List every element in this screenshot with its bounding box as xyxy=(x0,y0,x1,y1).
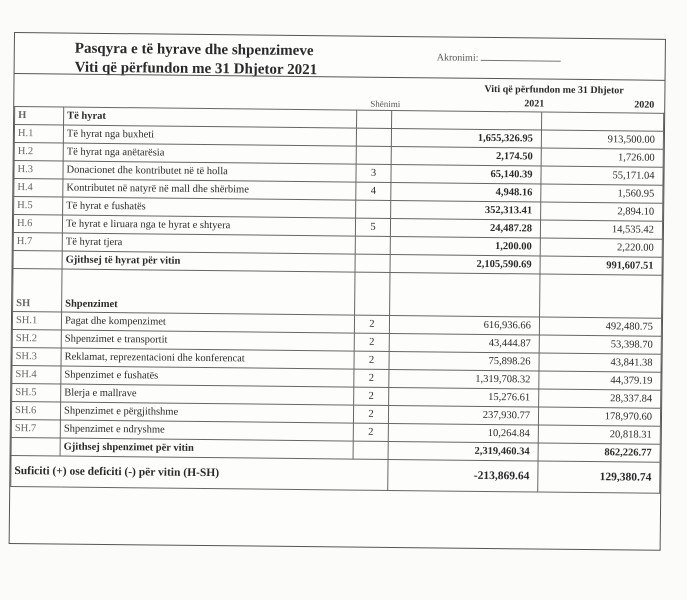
row-code: H.7 xyxy=(13,233,62,252)
row-code: SH.2 xyxy=(12,329,61,348)
row-value-2020: 913,500.00 xyxy=(541,130,663,149)
statement-table xyxy=(10,106,664,494)
row-description: Donacionet dhe kontributet në të holla xyxy=(63,161,356,182)
title-line-1: Pasqyra e të hyrave dhe shpenzimeve xyxy=(74,40,314,60)
surplus-deficit-row xyxy=(11,455,660,493)
row-note xyxy=(356,200,391,218)
row-value-2021: 1,200.00 xyxy=(390,236,540,256)
row-value-2021: 75,898.26 xyxy=(389,351,539,371)
row-note: 2 xyxy=(354,351,389,369)
row-value-2020: 1,560.95 xyxy=(541,184,663,203)
period-header: Viti që përfundon me 31 Dhjetor xyxy=(484,83,624,97)
total-2021: 2,319,460.34 xyxy=(388,441,538,461)
row-value-2020: 43,841.38 xyxy=(539,353,661,372)
acronym-field xyxy=(437,51,561,64)
surplus-2020: 129,380.74 xyxy=(538,461,660,493)
row-description: Shpenzimet e fushatës xyxy=(61,366,354,387)
row-value-2020: 2,894.10 xyxy=(541,202,663,221)
row-description: Të hyrat tjera xyxy=(62,233,355,254)
row-code: H.6 xyxy=(13,215,62,234)
row-description: Blerja e mallrave xyxy=(61,384,354,405)
year-prior-header: 2020 xyxy=(634,99,655,111)
row-note xyxy=(355,236,390,254)
row-value-2020: 14,535.42 xyxy=(540,220,662,239)
row-code: H.1 xyxy=(14,125,63,144)
row-note: 2 xyxy=(354,315,389,333)
title-line-2: Viti që përfundon me 31 Dhjetor 2021 xyxy=(74,59,318,79)
row-description: Të hyrat nga anëtarësia xyxy=(63,143,356,164)
row-value-2021: 352,313.41 xyxy=(391,200,541,220)
row-code: SH.4 xyxy=(12,365,61,384)
row-note: 2 xyxy=(353,423,388,441)
surplus-deficit-label: Suficiti (+) ose deficiti (-) për vitin (H-SH) xyxy=(11,455,388,490)
row-description: Shpenzimet e përgjithshme xyxy=(60,402,353,423)
row-description: Kontributet në natyrë në mall dhe shërbime xyxy=(63,179,356,200)
row-description: Shpenzimet e transportit xyxy=(61,330,354,351)
row-note: 5 xyxy=(355,218,390,236)
row-value-2021: 1,655,326.95 xyxy=(391,128,541,148)
surplus-2021: -213,869.64 xyxy=(388,459,538,492)
row-value-2020: 178,970.60 xyxy=(538,407,660,426)
row-value-2021: 15,276.61 xyxy=(389,387,539,407)
row-value-2021: 2,174.50 xyxy=(391,146,541,166)
total-2020: 862,226.77 xyxy=(538,443,660,462)
row-value-2020: 53,398.70 xyxy=(539,335,661,354)
row-code: SH.7 xyxy=(11,419,60,438)
row-value-2020: 1,726.00 xyxy=(541,148,663,167)
row-value-2021: 65,140.39 xyxy=(391,164,541,184)
row-value-2020: 28,337.84 xyxy=(539,389,661,408)
row-value-2021: 24,487.28 xyxy=(390,218,540,238)
row-note: 2 xyxy=(354,369,389,387)
row-value-2020: 492,480.75 xyxy=(539,317,661,336)
row-note: 2 xyxy=(354,387,389,405)
row-value-2021: 4,948.16 xyxy=(391,182,541,202)
year-current-header: 2021 xyxy=(524,98,545,110)
row-value-2021: 10,264.84 xyxy=(388,423,538,443)
section-title: Shpenzimet xyxy=(62,269,355,315)
row-note: 3 xyxy=(356,164,391,182)
row-value-2020: 44,379.19 xyxy=(539,371,661,390)
row-value-2021: 616,936.66 xyxy=(389,315,539,335)
row-description: Pagat dhe kompenzimet xyxy=(61,312,354,333)
statement-sheet xyxy=(9,32,666,551)
total-2020: 991,607.51 xyxy=(540,256,662,275)
row-note: 4 xyxy=(356,182,391,200)
row-code: SH.5 xyxy=(12,383,61,402)
expenses-section-row xyxy=(13,269,662,319)
row-value-2021: 237,930.77 xyxy=(388,405,538,425)
row-note xyxy=(356,128,391,146)
row-description: Shpenzimet e ndryshme xyxy=(60,420,353,441)
row-value-2020: 20,818.31 xyxy=(538,425,660,444)
row-code: SH.6 xyxy=(11,401,60,420)
row-description: Reklamat, reprezentacioni dhe konferencat xyxy=(61,348,354,369)
acronym-label: Akronimi: xyxy=(436,52,479,64)
total-label: Gjithsej të hyrat për vitin xyxy=(62,251,355,272)
section-title: Të hyrat xyxy=(64,107,357,128)
row-note: 2 xyxy=(354,333,389,351)
section-code: H xyxy=(15,107,64,126)
row-description: Te hyrat e liruara nga te hyrat e shtyera xyxy=(62,215,355,236)
row-code: H.4 xyxy=(14,179,63,198)
row-code: SH.1 xyxy=(12,312,61,331)
row-value-2021: 43,444.87 xyxy=(389,333,539,353)
row-note xyxy=(356,146,391,164)
row-code: H.2 xyxy=(14,143,63,162)
row-value-2021: 1,319,708.32 xyxy=(389,369,539,389)
row-description: Të hyrat e fushatës xyxy=(63,197,356,218)
row-code: H.5 xyxy=(14,197,63,216)
row-value-2020: 55,171.04 xyxy=(541,166,663,185)
note-column-header: Shënimi xyxy=(370,98,401,110)
row-value-2020: 2,220.00 xyxy=(540,238,662,257)
row-code: SH.3 xyxy=(12,347,61,366)
row-note: 2 xyxy=(353,405,388,423)
section-code: SH xyxy=(13,269,62,313)
row-code: H.3 xyxy=(14,161,63,180)
acronym-blank xyxy=(480,52,560,62)
total-label: Gjithsej shpenzimet për vitin xyxy=(60,438,353,459)
row-description: Të hyrat nga buxheti xyxy=(63,125,356,146)
total-2021: 2,105,590.69 xyxy=(390,254,540,274)
